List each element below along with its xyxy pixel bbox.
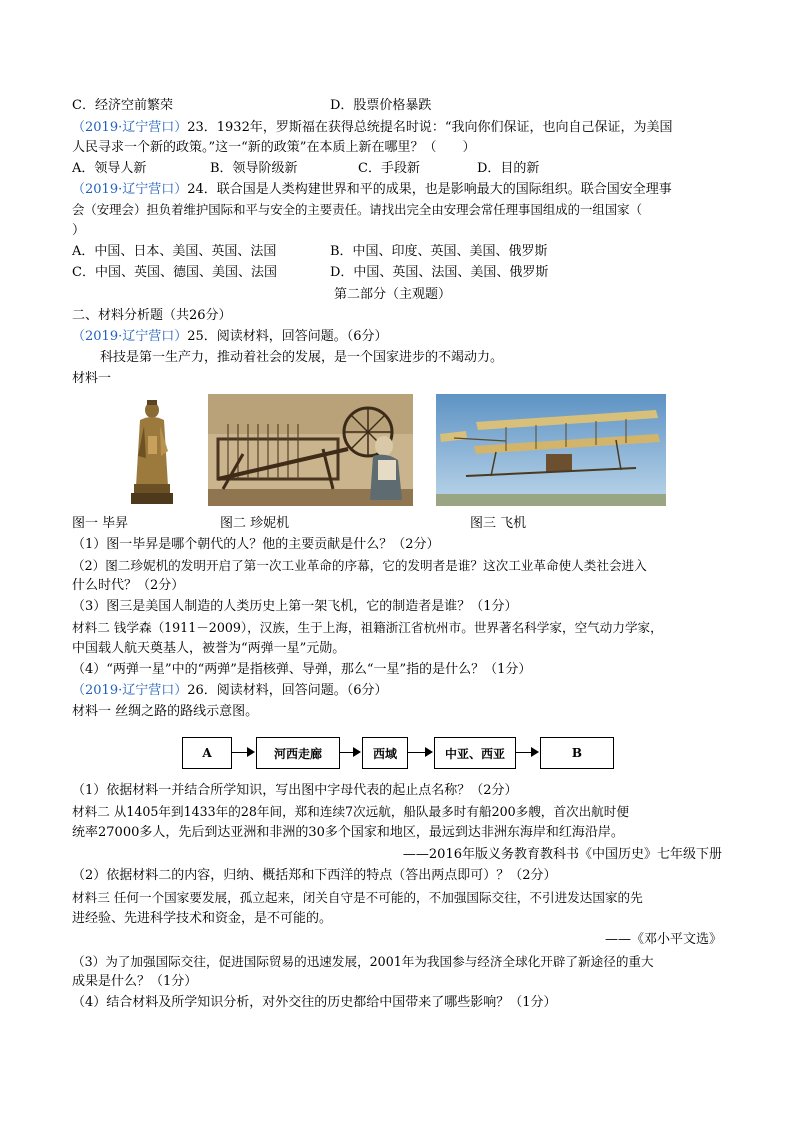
q26-sub2: （2）依据材料二的内容，归纳、概括郑和下西洋的特点（答出两点即可）？（2分） bbox=[72, 868, 557, 883]
q25-sub1: （1）图一毕昇是哪个朝代的人？他的主要贡献是什么？（2分） bbox=[72, 537, 440, 552]
q26-sub3-line2: 成果是什么？（1分） bbox=[72, 974, 198, 989]
q26-material3-line2: 进经验、先进科学技术和资金，是不可能的。 bbox=[72, 911, 333, 926]
q23-option-b: B．领导阶级新 bbox=[210, 161, 298, 176]
q25-material1-label: 材料一 bbox=[72, 371, 112, 386]
q23-source: （2019·辽宁营口） bbox=[72, 120, 188, 135]
flow-arrow-3 bbox=[407, 752, 431, 753]
q23-option-a: A．领导人新 bbox=[72, 161, 147, 176]
q25-sub3: （3）图三是美国人制造的人类历史上第一架飞机，它的制造者是谁？（1分） bbox=[72, 599, 518, 614]
q26-sub1: （1）依据材料一并结合所学知识，写出图中字母代表的起止点名称？（2分） bbox=[72, 783, 518, 798]
q24-stem-line3: ） bbox=[72, 223, 86, 238]
q25-material2-line2: 中国载人航天奠基人，被誉为“两弹一星”元勋。 bbox=[72, 641, 346, 656]
bisheng-statue-image bbox=[128, 396, 176, 506]
q26-source: （2019·辽宁营口） bbox=[72, 683, 188, 698]
q26-material2-line1: 材料二 从1405年到1433年的28年间，郑和连续7次远航，船队最多时有船200多艘，首次出航时便 bbox=[72, 804, 629, 819]
q26-material2-source: ——2016年版义务教育教科书《中国历史》七年级下册 bbox=[402, 847, 722, 862]
q24-source: （2019·辽宁营口） bbox=[72, 182, 188, 197]
flow-arrow-1 bbox=[231, 752, 253, 753]
q22-option-c: C．经济空前繁荣 bbox=[72, 98, 173, 113]
q26-material1-label: 材料一 丝绸之路的路线示意图。 bbox=[72, 704, 259, 719]
q26-material3-line1: 材料三 任何一个国家要发展，孤立起来，闭关自守是不可能的，不加强国际交往，不引进发达国家的先 bbox=[72, 890, 643, 905]
q24-stem-line2: 会（安理会）担负着维护国际和平与安全的主要责任。请找出完全由安理会常任理事国组成的一组国家（ bbox=[72, 202, 642, 217]
q23-stem-line1: （2019·辽宁营口）23．1932年，罗斯福在获得总统提名时说：“我向你们保证，也向自己保证，为美国 bbox=[72, 120, 673, 135]
q23-stem-line2: 人民寻求一个新的政策。”这一“新的政策”在本质上新在哪里？（ ） bbox=[72, 140, 476, 155]
part2-title: 第二部分（主观题） bbox=[334, 287, 452, 302]
q25-material2-line1: 材料二 钱学森（1911－2009），汉族，生于上海，祖籍浙江省杭州市。世界著名科学家，空气动力学家， bbox=[72, 620, 663, 635]
section-heading: 二、材料分析题（共26分） bbox=[72, 308, 232, 323]
q25-sub4: （4）“两弹一星”中的“两弹”是指核弹、导弹，那么“一星”指的是什么？（1分） bbox=[72, 662, 532, 677]
q24-option-d: D．中国、英国、法国、美国、俄罗斯 bbox=[330, 265, 549, 280]
q24-option-a: A．中国、日本、美国、英国、法国 bbox=[72, 244, 277, 259]
q26-material3-source: ——《邓小平文选》 bbox=[604, 932, 722, 947]
caption-figure2: 图二 珍妮机 bbox=[220, 516, 290, 531]
wright-airplane-image bbox=[436, 394, 666, 506]
flow-arrow-4 bbox=[515, 752, 537, 753]
flow-arrow-2 bbox=[339, 752, 359, 753]
flow-node-central-west-asia: 中亚、西亚 bbox=[434, 737, 516, 769]
q25-source: （2019·辽宁营口） bbox=[72, 329, 188, 344]
q24-option-b: B．中国、印度、英国、美国、俄罗斯 bbox=[330, 244, 548, 259]
caption-figure1: 图一 毕昇 bbox=[72, 516, 129, 531]
q23-option-d: D．目的新 bbox=[477, 161, 540, 176]
q24-option-c: C．中国、英国、德国、美国、法国 bbox=[72, 265, 277, 280]
flow-node-b: B bbox=[540, 737, 614, 769]
spinning-jenny-image bbox=[208, 394, 413, 506]
q25-sub2-line1: （2）图二珍妮机的发明开启了第一次工业革命的序幕，它的发明者是谁？这次工业革命使人类社会进入 bbox=[72, 558, 647, 573]
q26-material2-line2: 统率27000多人，先后到达亚洲和非洲的30多个国家和地区，最远到达非洲东海岸和红海沿岸。 bbox=[72, 825, 624, 840]
flow-node-hexi: 河西走廊 bbox=[256, 737, 340, 769]
flow-node-xiyu: 西域 bbox=[362, 737, 408, 769]
flow-node-a: A bbox=[182, 737, 232, 769]
q23-option-c: C．手段新 bbox=[358, 161, 420, 176]
q26-sub3-line1: （3）为了加强国际交往，促进国际贸易的迅速发展，2001年为我国参与经济全球化开辟了新途径的重大 bbox=[72, 954, 654, 969]
q25-sub2-line2: 什么时代？（2分） bbox=[72, 578, 185, 593]
q26-stem: （2019·辽宁营口）26．阅读材料，回答问题。（6分） bbox=[72, 683, 388, 698]
q24-stem-line1: （2019·辽宁营口）24．联合国是人类构建世界和平的成果，也是影响最大的国际组织。联合国安全理事 bbox=[72, 182, 672, 197]
q25-stem: （2019·辽宁营口）25．阅读材料，回答问题。（6分） bbox=[72, 329, 388, 344]
q22-option-d: D．股票价格暴跌 bbox=[330, 98, 432, 113]
q26-sub4: （4）结合材料及所学知识分析，对外交往的历史都给中国带来了哪些影响？（1分） bbox=[72, 995, 557, 1010]
q25-intro: 科技是第一生产力，推动着社会的发展，是一个国家进步的不竭动力。 bbox=[100, 350, 504, 365]
caption-figure3: 图三 飞机 bbox=[470, 516, 527, 531]
